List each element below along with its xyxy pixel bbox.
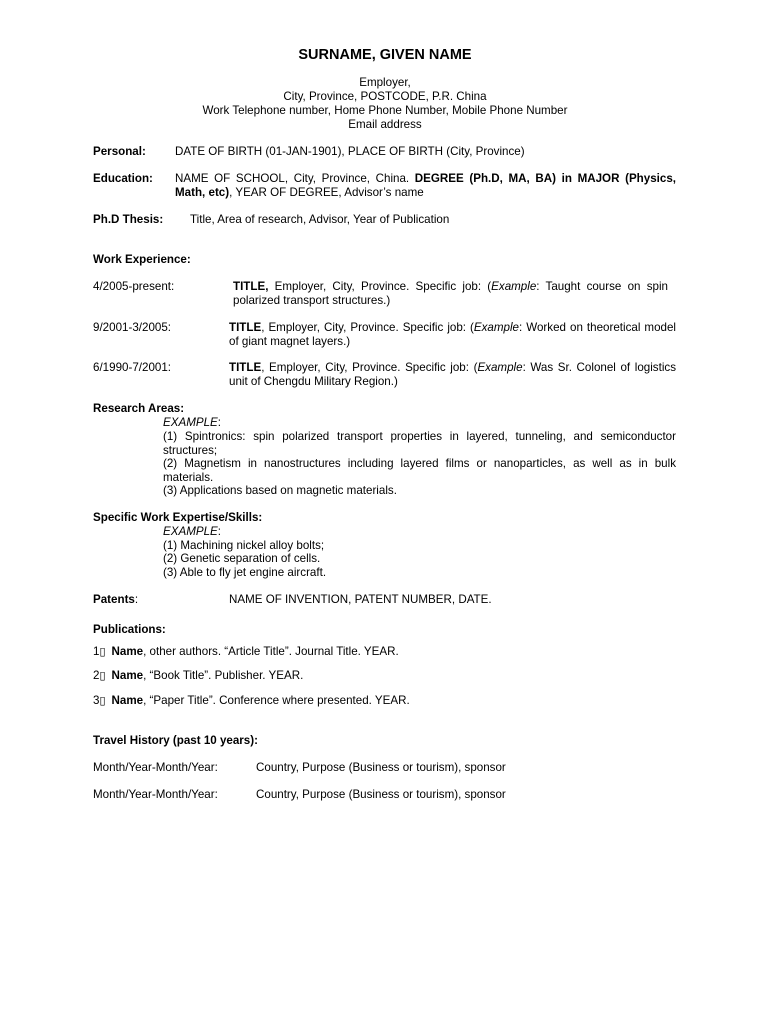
work-title: TITLE	[229, 321, 262, 334]
travel-dates-1: Month/Year-Month/Year:	[93, 761, 218, 774]
work-entry-1	[233, 280, 668, 307]
employer-line: Employer,	[359, 76, 411, 89]
work-desc: Employer, City, Province. Specific job: (	[268, 280, 492, 293]
location-line: City, Province, POSTCODE, P.R. China	[283, 90, 487, 103]
work-detail: : Taught course on spin polarized transport structures.)	[233, 280, 668, 307]
publication-glyph-icon: ▯	[99, 694, 106, 707]
publication-number: 2	[93, 669, 100, 682]
personal-label: Personal:	[93, 145, 146, 158]
publication-item-1	[93, 645, 399, 659]
work-date-1: 4/2005-present:	[93, 280, 175, 293]
research-item-3: (3) Applications based on magnetic materials.	[163, 484, 397, 497]
work-example: Example	[477, 361, 523, 374]
publications-heading: Publications:	[93, 623, 166, 636]
skills-item-3: (3) Able to fly jet engine aircraft.	[163, 566, 327, 579]
thesis-label: Ph.D Thesis:	[93, 213, 164, 226]
education-text	[175, 172, 676, 199]
education-label: Education:	[93, 172, 153, 185]
personal-text: DATE OF BIRTH (01-JAN-1901), PLACE OF BIRTH (City, Province)	[175, 145, 525, 158]
publication-number: 3	[93, 694, 100, 707]
publication-text: , “Book Title”. Publisher. YEAR.	[143, 669, 304, 682]
travel-text-1: Country, Purpose (Business or tourism), sponsor	[256, 761, 506, 774]
research-heading: Research Areas:	[93, 402, 185, 415]
patents-label-text: Patents	[93, 593, 135, 606]
travel-dates-2: Month/Year-Month/Year:	[93, 788, 218, 801]
publication-item-3	[93, 694, 410, 708]
publication-text: , other authors. “Article Title”. Journal Title. YEAR.	[143, 645, 399, 658]
skills-item-1: (1) Machining nickel alloy bolts;	[163, 539, 325, 552]
publication-number: 1	[93, 645, 100, 658]
publication-name: Name	[111, 645, 144, 658]
travel-heading: Travel History (past 10 years):	[93, 734, 258, 747]
publication-name: Name	[111, 694, 144, 707]
research-item-2: (2) Magnetism in nanostructures including layered films or nanoparticles, as well as in bulk materials.	[163, 457, 676, 484]
research-example	[163, 416, 221, 430]
work-title: TITLE	[229, 361, 262, 374]
work-example: Example	[473, 321, 519, 334]
work-heading: Work Experience:	[93, 253, 191, 266]
work-entry-3	[229, 361, 676, 388]
skills-example	[163, 525, 221, 539]
publication-name: Name	[111, 669, 144, 682]
work-desc: , Employer, City, Province. Specific job: (	[261, 361, 478, 374]
thesis-text: Title, Area of research, Advisor, Year of Publication	[190, 213, 450, 226]
skills-heading: Specific Work Expertise/Skills:	[93, 511, 263, 524]
travel-text-2: Country, Purpose (Business or tourism), sponsor	[256, 788, 506, 801]
resume-name: SURNAME, GIVEN NAME	[298, 47, 472, 63]
work-date-3: 6/1990-7/2001:	[93, 361, 172, 374]
publication-glyph-icon: ▯	[99, 645, 106, 658]
research-example-colon: :	[217, 416, 222, 429]
education-degree: DEGREE (Ph.D, MA, BA) in MAJOR (Physics, Math, etc)	[175, 172, 676, 199]
education-school: NAME OF SCHOOL, City, Province, China.	[175, 172, 415, 185]
work-desc: , Employer, City, Province. Specific job: (	[261, 321, 474, 334]
skills-item-2: (2) Genetic separation of cells.	[163, 552, 321, 565]
publication-glyph-icon: ▯	[99, 669, 106, 682]
education-rest: , YEAR OF DEGREE, Advisor’s name	[229, 185, 424, 199]
skills-example-label: EXAMPLE	[163, 525, 218, 538]
patents-label	[93, 593, 138, 607]
publication-text: , “Paper Title”. Conference where presented. YEAR.	[143, 694, 410, 707]
research-item-1: (1) Spintronics: spin polarized transport properties in layered, tunneling, and semiconductor structures;	[163, 430, 676, 457]
patents-label-colon: :	[134, 593, 139, 606]
patents-text: NAME OF INVENTION, PATENT NUMBER, DATE.	[229, 593, 492, 606]
skills-example-colon: :	[217, 525, 222, 538]
work-entry-2	[229, 321, 676, 348]
work-title: TITLE,	[233, 280, 269, 293]
phone-line: Work Telephone number, Home Phone Number, Mobile Phone Number	[202, 104, 568, 117]
work-example: Example	[491, 280, 537, 293]
publication-item-2	[93, 669, 303, 683]
work-date-2: 9/2001-3/2005:	[93, 321, 172, 334]
work-detail: : Was Sr. Colonel of logistics unit of Chengdu Military Region.)	[229, 361, 676, 388]
work-detail: : Worked on theoretical model of giant magnet layers.)	[229, 321, 676, 348]
email-line: Email address	[348, 118, 422, 131]
research-example-label: EXAMPLE	[163, 416, 218, 429]
